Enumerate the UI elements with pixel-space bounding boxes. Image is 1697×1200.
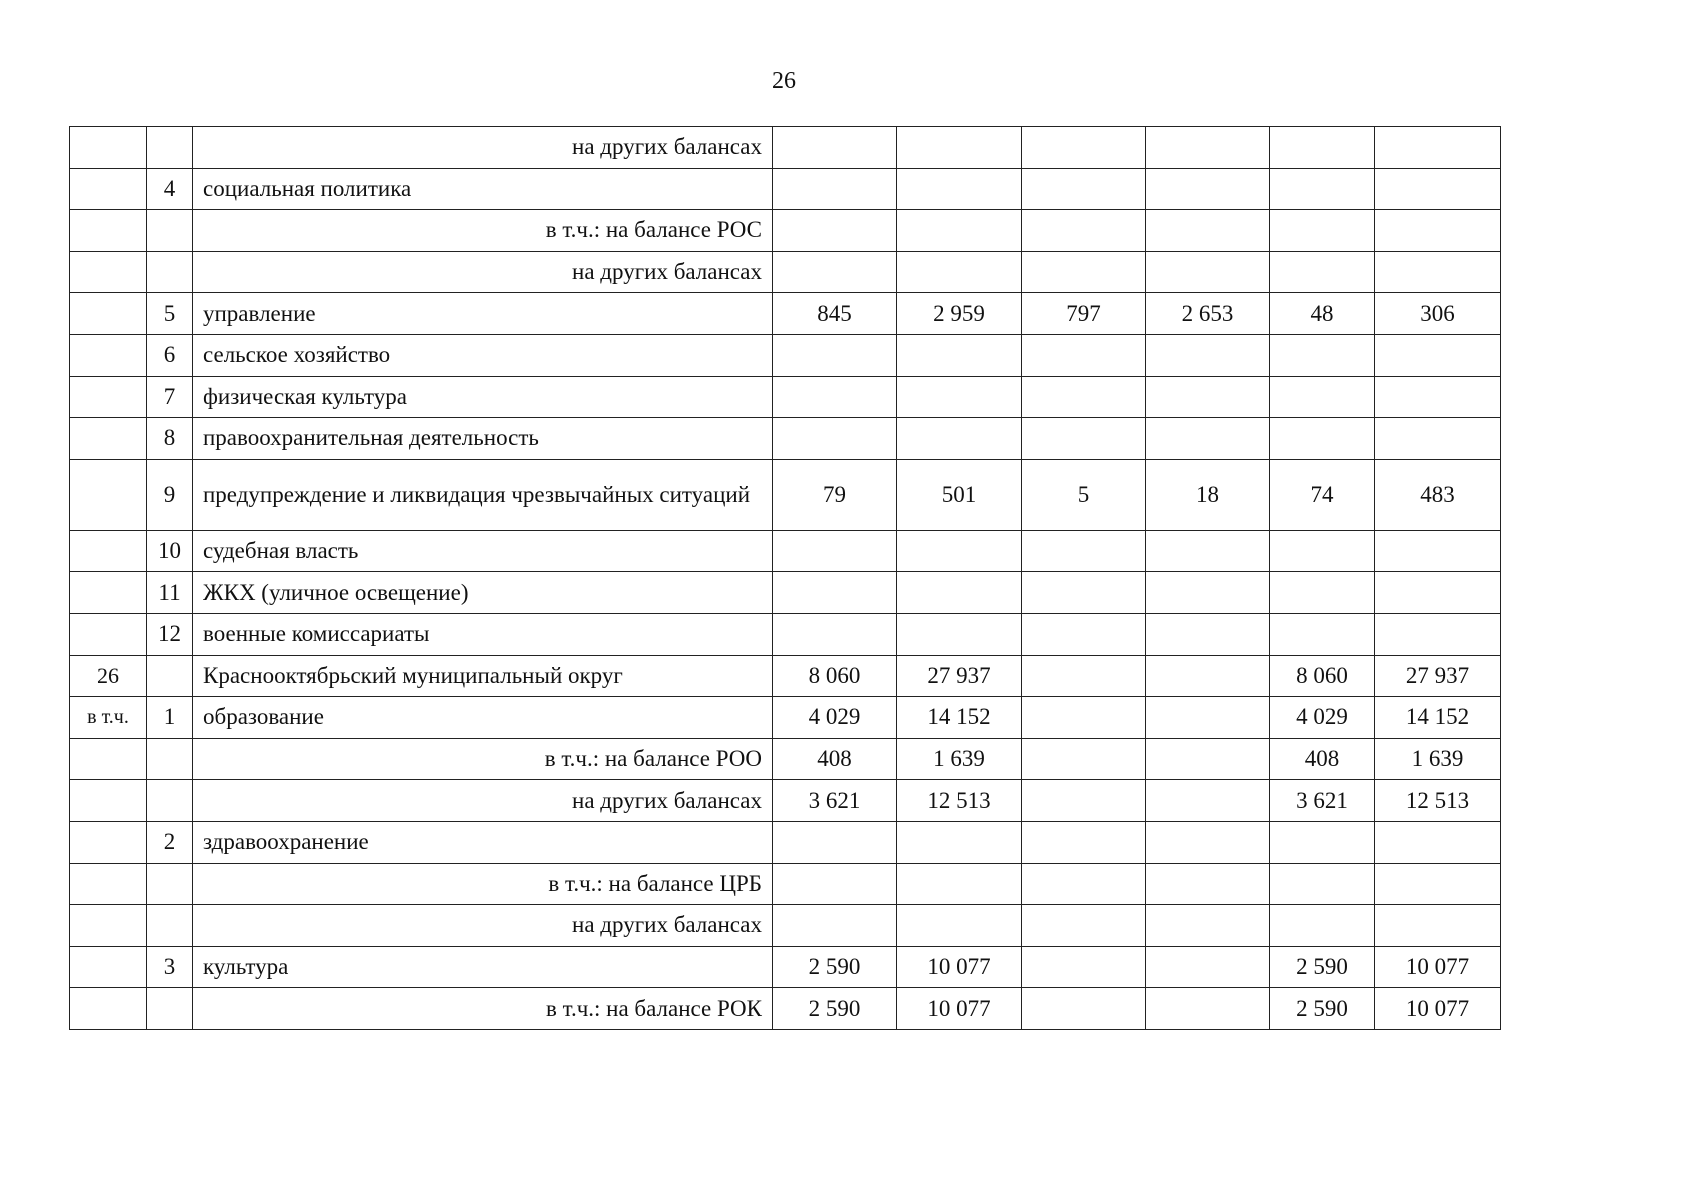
item-name-cell: на других балансах	[193, 780, 773, 822]
budget-table	[69, 126, 1501, 1030]
region-cell	[70, 168, 147, 210]
value-cell-4	[1146, 821, 1270, 863]
value-cell-1	[773, 530, 897, 572]
item-name-cell: предупреждение и ликвидация чрезвычайных ситуаций	[193, 459, 773, 530]
table-row	[70, 210, 1501, 252]
value-cell-4	[1146, 127, 1270, 169]
value-cell-6: 306	[1375, 293, 1501, 335]
value-cell-3	[1022, 988, 1146, 1030]
value-cell-4	[1146, 530, 1270, 572]
value-cell-3	[1022, 334, 1146, 376]
value-cell-6	[1375, 418, 1501, 460]
item-number-cell: 9	[147, 459, 193, 530]
value-cell-3	[1022, 210, 1146, 252]
value-cell-4	[1146, 655, 1270, 697]
value-cell-6: 12 513	[1375, 780, 1501, 822]
value-cell-1	[773, 821, 897, 863]
value-cell-3	[1022, 418, 1146, 460]
table-row	[70, 376, 1501, 418]
value-cell-1	[773, 334, 897, 376]
value-cell-5: 74	[1270, 459, 1375, 530]
value-cell-4	[1146, 905, 1270, 947]
value-cell-6: 10 077	[1375, 946, 1501, 988]
region-cell	[70, 572, 147, 614]
value-cell-2	[897, 334, 1022, 376]
region-cell	[70, 459, 147, 530]
value-cell-5: 4 029	[1270, 697, 1375, 739]
table-row	[70, 821, 1501, 863]
table-row	[70, 572, 1501, 614]
value-cell-2: 2 959	[897, 293, 1022, 335]
value-cell-2	[897, 572, 1022, 614]
value-cell-6: 483	[1375, 459, 1501, 530]
value-cell-6	[1375, 572, 1501, 614]
value-cell-2	[897, 905, 1022, 947]
table-row	[70, 946, 1501, 988]
region-cell	[70, 293, 147, 335]
value-cell-6	[1375, 334, 1501, 376]
item-name-cell: правоохранительная деятельность	[193, 418, 773, 460]
value-cell-1: 8 060	[773, 655, 897, 697]
value-cell-3: 5	[1022, 459, 1146, 530]
value-cell-2	[897, 418, 1022, 460]
value-cell-4	[1146, 863, 1270, 905]
item-name-cell: в т.ч.: на балансе РОС	[193, 210, 773, 252]
region-cell: 26	[70, 655, 147, 697]
item-name-cell: физическая культура	[193, 376, 773, 418]
item-number-cell	[147, 655, 193, 697]
value-cell-1	[773, 572, 897, 614]
value-cell-4	[1146, 418, 1270, 460]
value-cell-2: 1 639	[897, 738, 1022, 780]
item-name-cell: судебная власть	[193, 530, 773, 572]
value-cell-4: 18	[1146, 459, 1270, 530]
region-cell	[70, 376, 147, 418]
value-cell-1	[773, 127, 897, 169]
value-cell-4	[1146, 572, 1270, 614]
value-cell-3	[1022, 168, 1146, 210]
value-cell-2	[897, 127, 1022, 169]
region-cell	[70, 738, 147, 780]
region-cell	[70, 530, 147, 572]
value-cell-6	[1375, 613, 1501, 655]
region-cell	[70, 863, 147, 905]
table-row	[70, 655, 1501, 697]
value-cell-6	[1375, 251, 1501, 293]
value-cell-6	[1375, 376, 1501, 418]
table-row	[70, 293, 1501, 335]
item-name-cell: в т.ч.: на балансе РОО	[193, 738, 773, 780]
value-cell-4	[1146, 738, 1270, 780]
region-cell	[70, 780, 147, 822]
value-cell-3	[1022, 572, 1146, 614]
value-cell-6	[1375, 863, 1501, 905]
value-cell-4	[1146, 780, 1270, 822]
value-cell-6	[1375, 905, 1501, 947]
region-cell: в т.ч.	[70, 697, 147, 739]
value-cell-5	[1270, 251, 1375, 293]
value-cell-1	[773, 168, 897, 210]
value-cell-2	[897, 530, 1022, 572]
value-cell-3	[1022, 251, 1146, 293]
value-cell-4	[1146, 376, 1270, 418]
table-row	[70, 530, 1501, 572]
table-body	[70, 127, 1501, 1030]
value-cell-3	[1022, 738, 1146, 780]
value-cell-4	[1146, 210, 1270, 252]
item-number-cell: 5	[147, 293, 193, 335]
value-cell-5: 2 590	[1270, 946, 1375, 988]
item-name-cell: на других балансах	[193, 905, 773, 947]
value-cell-3	[1022, 780, 1146, 822]
value-cell-4	[1146, 334, 1270, 376]
table-row	[70, 418, 1501, 460]
value-cell-5: 48	[1270, 293, 1375, 335]
value-cell-3: 797	[1022, 293, 1146, 335]
value-cell-1	[773, 376, 897, 418]
value-cell-5: 8 060	[1270, 655, 1375, 697]
item-name-cell: в т.ч.: на балансе ЦРБ	[193, 863, 773, 905]
item-number-cell: 4	[147, 168, 193, 210]
value-cell-1: 2 590	[773, 988, 897, 1030]
item-name-cell: Краснооктябрьский муниципальный округ	[193, 655, 773, 697]
value-cell-2	[897, 613, 1022, 655]
item-number-cell	[147, 210, 193, 252]
table-row	[70, 127, 1501, 169]
value-cell-2: 501	[897, 459, 1022, 530]
value-cell-5: 2 590	[1270, 988, 1375, 1030]
value-cell-2: 10 077	[897, 988, 1022, 1030]
value-cell-5	[1270, 127, 1375, 169]
table-row	[70, 613, 1501, 655]
region-cell	[70, 251, 147, 293]
value-cell-6	[1375, 127, 1501, 169]
table-row	[70, 334, 1501, 376]
item-number-cell	[147, 780, 193, 822]
value-cell-5	[1270, 530, 1375, 572]
item-name-cell: управление	[193, 293, 773, 335]
value-cell-2: 12 513	[897, 780, 1022, 822]
value-cell-1: 845	[773, 293, 897, 335]
value-cell-4	[1146, 613, 1270, 655]
value-cell-4	[1146, 697, 1270, 739]
item-name-cell: сельское хозяйство	[193, 334, 773, 376]
value-cell-5: 408	[1270, 738, 1375, 780]
value-cell-3	[1022, 863, 1146, 905]
value-cell-4	[1146, 946, 1270, 988]
item-number-cell: 11	[147, 572, 193, 614]
region-cell	[70, 946, 147, 988]
table-row	[70, 251, 1501, 293]
value-cell-2	[897, 251, 1022, 293]
table-row	[70, 459, 1501, 530]
item-number-cell	[147, 988, 193, 1030]
value-cell-2	[897, 821, 1022, 863]
item-name-cell: на других балансах	[193, 127, 773, 169]
value-cell-1: 4 029	[773, 697, 897, 739]
item-number-cell: 3	[147, 946, 193, 988]
item-name-cell: образование	[193, 697, 773, 739]
table-row	[70, 863, 1501, 905]
item-number-cell	[147, 127, 193, 169]
value-cell-6: 10 077	[1375, 988, 1501, 1030]
item-number-cell	[147, 863, 193, 905]
value-cell-3	[1022, 697, 1146, 739]
value-cell-1	[773, 905, 897, 947]
value-cell-2	[897, 210, 1022, 252]
item-name-cell: военные комиссариаты	[193, 613, 773, 655]
region-cell	[70, 210, 147, 252]
value-cell-5	[1270, 168, 1375, 210]
value-cell-6	[1375, 210, 1501, 252]
item-number-cell: 10	[147, 530, 193, 572]
value-cell-1	[773, 210, 897, 252]
value-cell-6	[1375, 530, 1501, 572]
value-cell-5	[1270, 863, 1375, 905]
table-row	[70, 780, 1501, 822]
value-cell-1	[773, 418, 897, 460]
item-number-cell: 7	[147, 376, 193, 418]
value-cell-4	[1146, 168, 1270, 210]
item-number-cell: 8	[147, 418, 193, 460]
value-cell-1	[773, 251, 897, 293]
region-cell	[70, 905, 147, 947]
value-cell-3	[1022, 613, 1146, 655]
item-name-cell: ЖКХ (уличное освещение)	[193, 572, 773, 614]
region-cell	[70, 988, 147, 1030]
value-cell-6: 1 639	[1375, 738, 1501, 780]
value-cell-5	[1270, 334, 1375, 376]
value-cell-5	[1270, 821, 1375, 863]
value-cell-2	[897, 168, 1022, 210]
table-row	[70, 905, 1501, 947]
value-cell-4	[1146, 988, 1270, 1030]
value-cell-2: 10 077	[897, 946, 1022, 988]
value-cell-3	[1022, 127, 1146, 169]
value-cell-1: 2 590	[773, 946, 897, 988]
value-cell-2: 27 937	[897, 655, 1022, 697]
value-cell-1: 3 621	[773, 780, 897, 822]
page-number: 26	[772, 68, 796, 94]
value-cell-4	[1146, 251, 1270, 293]
value-cell-5: 3 621	[1270, 780, 1375, 822]
value-cell-5	[1270, 905, 1375, 947]
item-name-cell: в т.ч.: на балансе РОК	[193, 988, 773, 1030]
value-cell-3	[1022, 905, 1146, 947]
value-cell-3	[1022, 376, 1146, 418]
table-row	[70, 697, 1501, 739]
item-number-cell: 12	[147, 613, 193, 655]
region-cell	[70, 821, 147, 863]
region-cell	[70, 418, 147, 460]
item-name-cell: здравоохранение	[193, 821, 773, 863]
value-cell-1: 408	[773, 738, 897, 780]
item-number-cell	[147, 738, 193, 780]
value-cell-6	[1375, 821, 1501, 863]
value-cell-5	[1270, 613, 1375, 655]
value-cell-3	[1022, 655, 1146, 697]
item-number-cell: 1	[147, 697, 193, 739]
item-number-cell: 6	[147, 334, 193, 376]
region-cell	[70, 334, 147, 376]
value-cell-6	[1375, 168, 1501, 210]
item-name-cell: социальная политика	[193, 168, 773, 210]
value-cell-6: 27 937	[1375, 655, 1501, 697]
item-number-cell: 2	[147, 821, 193, 863]
value-cell-6: 14 152	[1375, 697, 1501, 739]
value-cell-5	[1270, 210, 1375, 252]
value-cell-5	[1270, 572, 1375, 614]
region-cell	[70, 613, 147, 655]
table-row	[70, 168, 1501, 210]
region-cell	[70, 127, 147, 169]
value-cell-3	[1022, 946, 1146, 988]
value-cell-5	[1270, 418, 1375, 460]
item-number-cell	[147, 905, 193, 947]
item-name-cell: культура	[193, 946, 773, 988]
table-row	[70, 738, 1501, 780]
table-row	[70, 988, 1501, 1030]
value-cell-1	[773, 613, 897, 655]
value-cell-4: 2 653	[1146, 293, 1270, 335]
value-cell-3	[1022, 821, 1146, 863]
value-cell-2	[897, 376, 1022, 418]
item-number-cell	[147, 251, 193, 293]
value-cell-2	[897, 863, 1022, 905]
value-cell-5	[1270, 376, 1375, 418]
item-name-cell: на других балансах	[193, 251, 773, 293]
value-cell-1	[773, 863, 897, 905]
value-cell-1: 79	[773, 459, 897, 530]
value-cell-3	[1022, 530, 1146, 572]
value-cell-2: 14 152	[897, 697, 1022, 739]
